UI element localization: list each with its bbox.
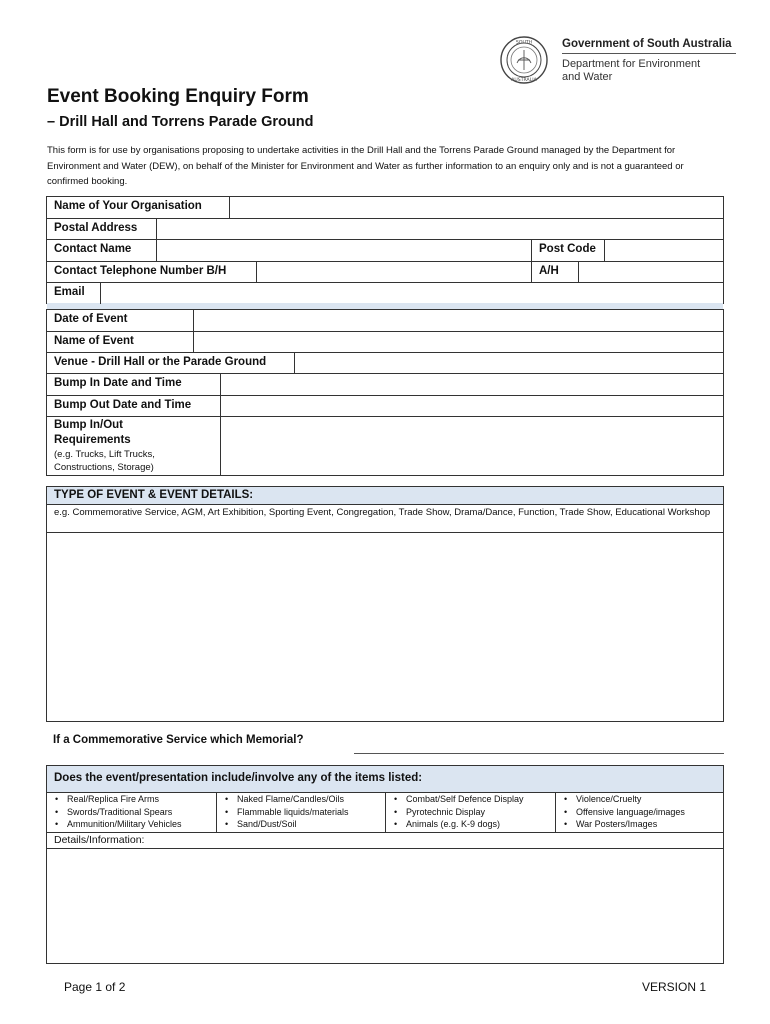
bump-in-field[interactable] (221, 374, 723, 395)
event-details-field[interactable] (47, 533, 723, 721)
sa-government-seal (500, 36, 548, 84)
event-details-hint: e.g. Commemorative Service, AGM, Art Exhibition, Sporting Event, Congregation, Trade Show, Drama/Dance, Function, Trade Show, Educational Workshop (54, 507, 711, 518)
details-info-label: Details/Information: (54, 834, 145, 846)
list-item: • Combat/Self Defence Display (386, 793, 524, 806)
phone-label: Contact Telephone Number B/H (54, 265, 227, 277)
list-item: • Offensive language/images (556, 806, 685, 819)
svg-text:AUSTRALIA: AUSTRALIA (511, 78, 537, 83)
venue-label: Venue - Drill Hall or the Parade Ground (54, 356, 267, 368)
details-info-field[interactable] (47, 849, 723, 963)
government-name: Government of South Australia (562, 38, 732, 50)
postal-address-label: Postal Address (54, 222, 138, 234)
list-item: • Animals (e.g. K-9 dogs) (386, 818, 524, 831)
contact-name-field[interactable] (157, 240, 531, 261)
version-label: VERSION 1 (642, 980, 707, 994)
organisation-field[interactable] (230, 197, 723, 218)
event-date-label: Date of Event (54, 313, 128, 325)
items-column-4 (556, 793, 685, 831)
list-item: • Swords/Traditional Spears (47, 806, 182, 819)
header-rule (562, 53, 736, 54)
phone-ah-field[interactable] (579, 262, 723, 282)
list-item: • Pyrotechnic Display (386, 806, 524, 819)
items-column-3 (386, 793, 524, 831)
intro-paragraph: This form is for use by organisations proposing to undertake activities in the Drill Hall and the Torrens Parade Ground managed by the Department for Environment and Water (DEW), on behalf of the Minister for Environment and Water as further information to an enquiry only and is not a guaranteed or confirmed booking. (47, 145, 684, 187)
bump-requirements-label: Bump In/Out Requirements (e.g. Trucks, Lift Trucks, Constructions, Storage) (54, 419, 155, 473)
venue-field[interactable] (295, 353, 723, 373)
memorial-field[interactable] (354, 753, 724, 754)
page-subtitle: – Drill Hall and Torrens Parade Ground (47, 114, 314, 130)
list-item: • Flammable liquids/materials (217, 806, 349, 819)
svg-text:SOUTH: SOUTH (515, 40, 533, 46)
list-item: • Naked Flame/Candles/Oils (217, 793, 349, 806)
postcode-label: Post Code (539, 243, 596, 255)
list-item: • Ammunition/Military Vehicles (47, 818, 182, 831)
event-name-label: Name of Event (54, 335, 134, 347)
items-column-1 (47, 793, 182, 831)
list-item: • War Posters/Images (556, 818, 685, 831)
items-column-2 (217, 793, 349, 831)
list-item: • Sand/Dust/Soil (217, 818, 349, 831)
bump-out-label: Bump Out Date and Time (54, 399, 192, 411)
event-name-field[interactable] (194, 332, 723, 352)
list-item: • Violence/Cruelty (556, 793, 685, 806)
page-title: Event Booking Enquiry Form (47, 86, 309, 107)
postal-address-field[interactable] (157, 219, 723, 239)
email-field[interactable] (101, 283, 723, 303)
email-label: Email (54, 286, 85, 298)
event-date-field[interactable] (194, 310, 723, 331)
postcode-field[interactable] (605, 240, 723, 261)
bump-in-label: Bump In Date and Time (54, 377, 182, 389)
list-item: • Real/Replica Fire Arms (47, 793, 182, 806)
bump-out-field[interactable] (221, 396, 723, 416)
page-number: Page 1 of 2 (64, 980, 126, 994)
organisation-label: Name of Your Organisation (54, 200, 202, 212)
bump-requirements-field[interactable] (221, 417, 723, 475)
event-details-heading: TYPE OF EVENT & EVENT DETAILS: (54, 489, 254, 501)
items-heading: Does the event/presentation include/involve any of the items listed: (54, 772, 423, 784)
department-name: Department for Environment and Water (562, 58, 701, 83)
memorial-label: If a Commemorative Service which Memorial? (53, 734, 304, 746)
contact-name-label: Contact Name (54, 243, 132, 255)
phone-bh-field[interactable] (257, 262, 531, 282)
after-hours-label: A/H (539, 265, 559, 277)
